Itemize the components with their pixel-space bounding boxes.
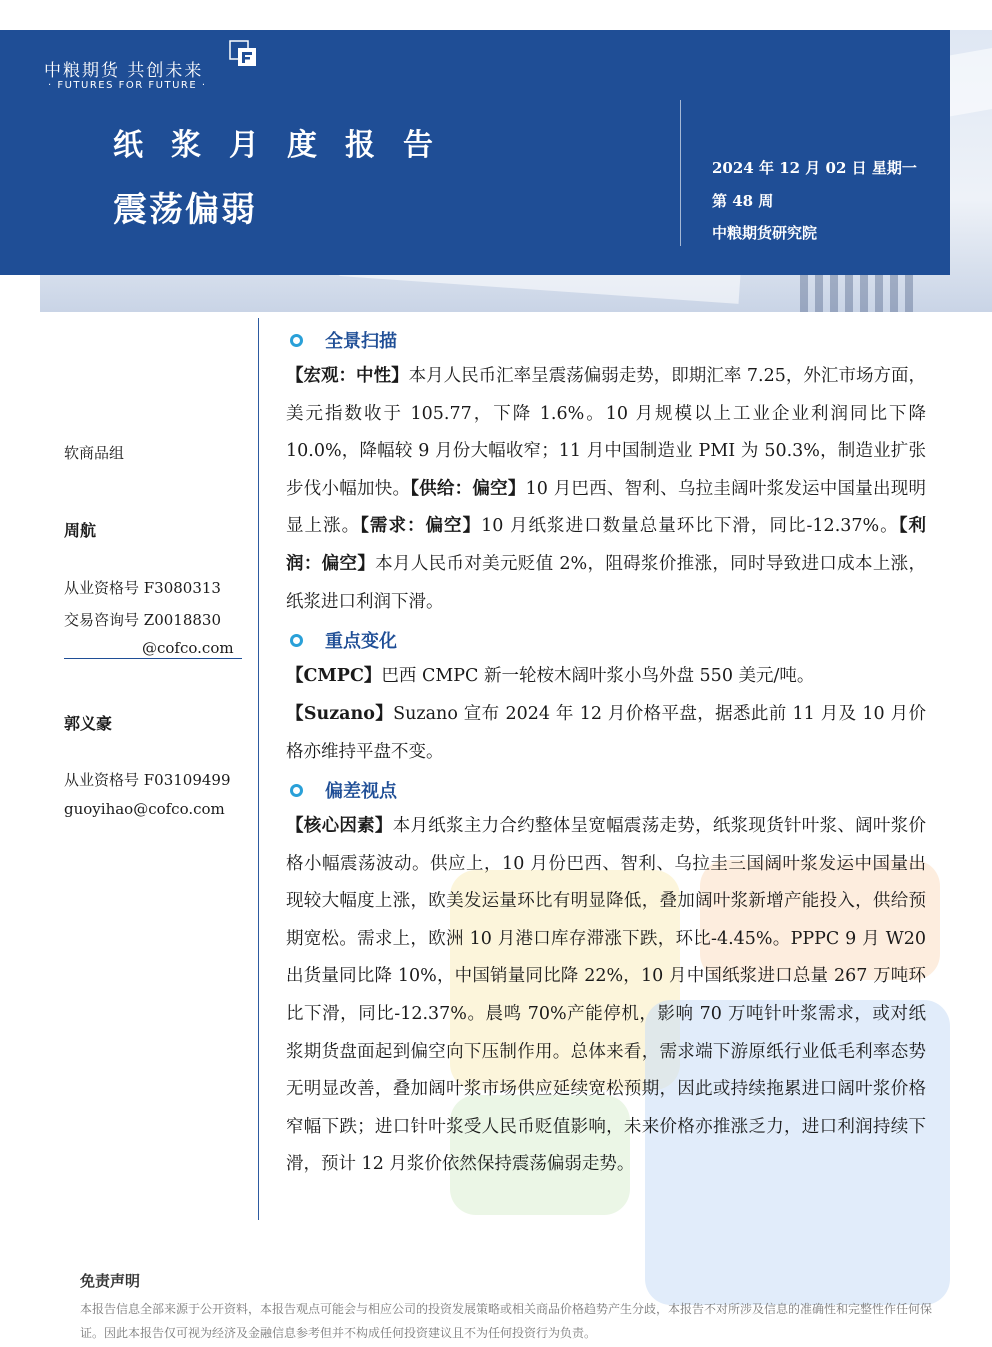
demand-text: 10 月纸浆进口数量总量环比下滑，同比-12.37%。	[481, 516, 899, 537]
column-divider	[258, 318, 259, 1220]
section-title: 全景扫描	[325, 331, 397, 352]
disclaimer-text: 本报告信息全部来源于公开资料，本报告观点可能会与相应公司的投资发展策略或相关商品价格趋势产生分歧，本报告不对所涉及信息的准确性和完整性作任何保证。因此本报告仅可视为经济及金融信息参考但并不构成任何投资建议且不为任何投资行为负责。	[80, 1302, 933, 1340]
company-logo-icon	[229, 40, 259, 68]
supply-text: 10 月巴西、智利、乌拉圭阔叶浆发运中国量出现明显上涨。	[286, 478, 926, 537]
section-heading-overview	[290, 327, 397, 353]
changes-paragraph-suzano	[286, 696, 926, 771]
report-date: 2024 年 12 月 02 日 星期一	[712, 159, 917, 177]
section-bullet-icon	[290, 784, 303, 797]
view-paragraph	[286, 808, 926, 1184]
section-bullet-icon	[290, 334, 303, 347]
company-logo-text: 中粮期货 共创未来	[44, 61, 204, 81]
section-heading-view	[290, 777, 397, 803]
cmpc-tag: 【CMPC】	[286, 666, 382, 686]
analyst-email[interactable]: @cofco.com	[142, 639, 234, 657]
macro-text: 本月人民币汇率呈震荡偏弱走势，即期汇率 7.25，外汇市场方面，美元指数收于 105.77，下降 1.6%。10 月规模以上工业企业利润同比下降 10.0%，降幅较 9 月份大幅收窄；11 月中国制造业 PMI 为 50.3%，制造业扩张步伐小幅加快。	[286, 366, 926, 499]
analyst-license: 从业资格号 F3080313	[64, 579, 221, 597]
core-factor-text: 本月纸浆主力合约整体呈宽幅震荡走势，纸浆现货针叶浆、阔叶浆价格小幅震荡波动。供应上，10 月份巴西、智利、乌拉圭三国阔叶浆发运中国量出现较大幅度上涨，欧美发运量环比有明显降低，叠加阔叶浆新增产能投入，供给预期宽松。需求上，欧洲 10 月港口库存滞涨下跌，环比-4.45%。PPPC 9 月 W20 出货量同比降 10%，中国销量同比降 22%，10 月中国纸浆进口总量 267 万吨环比下滑，同比-12.37%。晨鸣 70%产能停机，影响 70 万吨针叶浆需求，或对纸浆期货盘面起到偏空向下压制作用。总体来看，需求端下游原纸行业低毛利率态势无明显改善，叠加阔叶浆市场供应延续宽松预期，因此或持续拖累进口阔叶浆价格窄幅下跌；进口针叶浆受人民币贬值影响，未来价格亦推涨乏力，进口利润持续下滑，预计 12 月浆价依然保持震荡偏弱走势。	[286, 816, 927, 1175]
disclaimer-title: 免责声明	[80, 1272, 141, 1290]
section-title: 偏差视点	[325, 781, 397, 802]
macro-tag: 【宏观：中性】	[286, 366, 409, 386]
core-factor-tag: 【核心因素】	[286, 816, 393, 836]
analyst-name: 周航	[64, 521, 97, 540]
suzano-text: Suzano 宣布 2024 年 12 月价格平盘，据悉此前 11 月及 10 月价格亦维持平盘不变。	[286, 704, 926, 762]
section-title: 重点变化	[325, 631, 397, 652]
report-subtitle: 震荡偏弱	[113, 190, 257, 230]
analyst-license: 从业资格号 F03109499	[64, 771, 231, 789]
supply-tag: 【供给：偏空】	[410, 478, 526, 499]
changes-paragraph-cmpc	[286, 658, 926, 696]
header-divider	[680, 100, 681, 246]
analyst-name: 郭义豪	[64, 714, 113, 733]
section-bullet-icon	[290, 634, 303, 647]
overview-paragraph	[286, 358, 926, 621]
analyst-consult-number: 交易咨询号 Z0018830	[64, 611, 221, 629]
company-slogan: · FUTURES FOR FUTURE ·	[48, 80, 207, 91]
section-heading-changes	[290, 627, 397, 653]
report-title: 纸浆月度报告	[113, 128, 461, 163]
suzano-tag: 【Suzano】	[286, 704, 394, 724]
report-institute: 中粮期货研究院	[712, 224, 818, 242]
analyst-email[interactable]: guoyihao@cofco.com	[64, 800, 225, 818]
demand-tag: 【需求：偏空】	[360, 516, 482, 537]
cmpc-text: 巴西 CMPC 新一轮桉木阔叶浆小鸟外盘 550 美元/吨。	[381, 666, 815, 686]
email-underline	[64, 658, 242, 659]
profit-tag: 【利润：偏空】	[286, 516, 927, 574]
research-group: 软商品组	[64, 444, 125, 462]
profit-text: 本月人民币对美元贬值 2%，阻碍浆价推涨，同时导致进口成本上涨，纸浆进口利润下滑。	[286, 553, 926, 612]
report-week: 第 48 周	[712, 192, 774, 210]
